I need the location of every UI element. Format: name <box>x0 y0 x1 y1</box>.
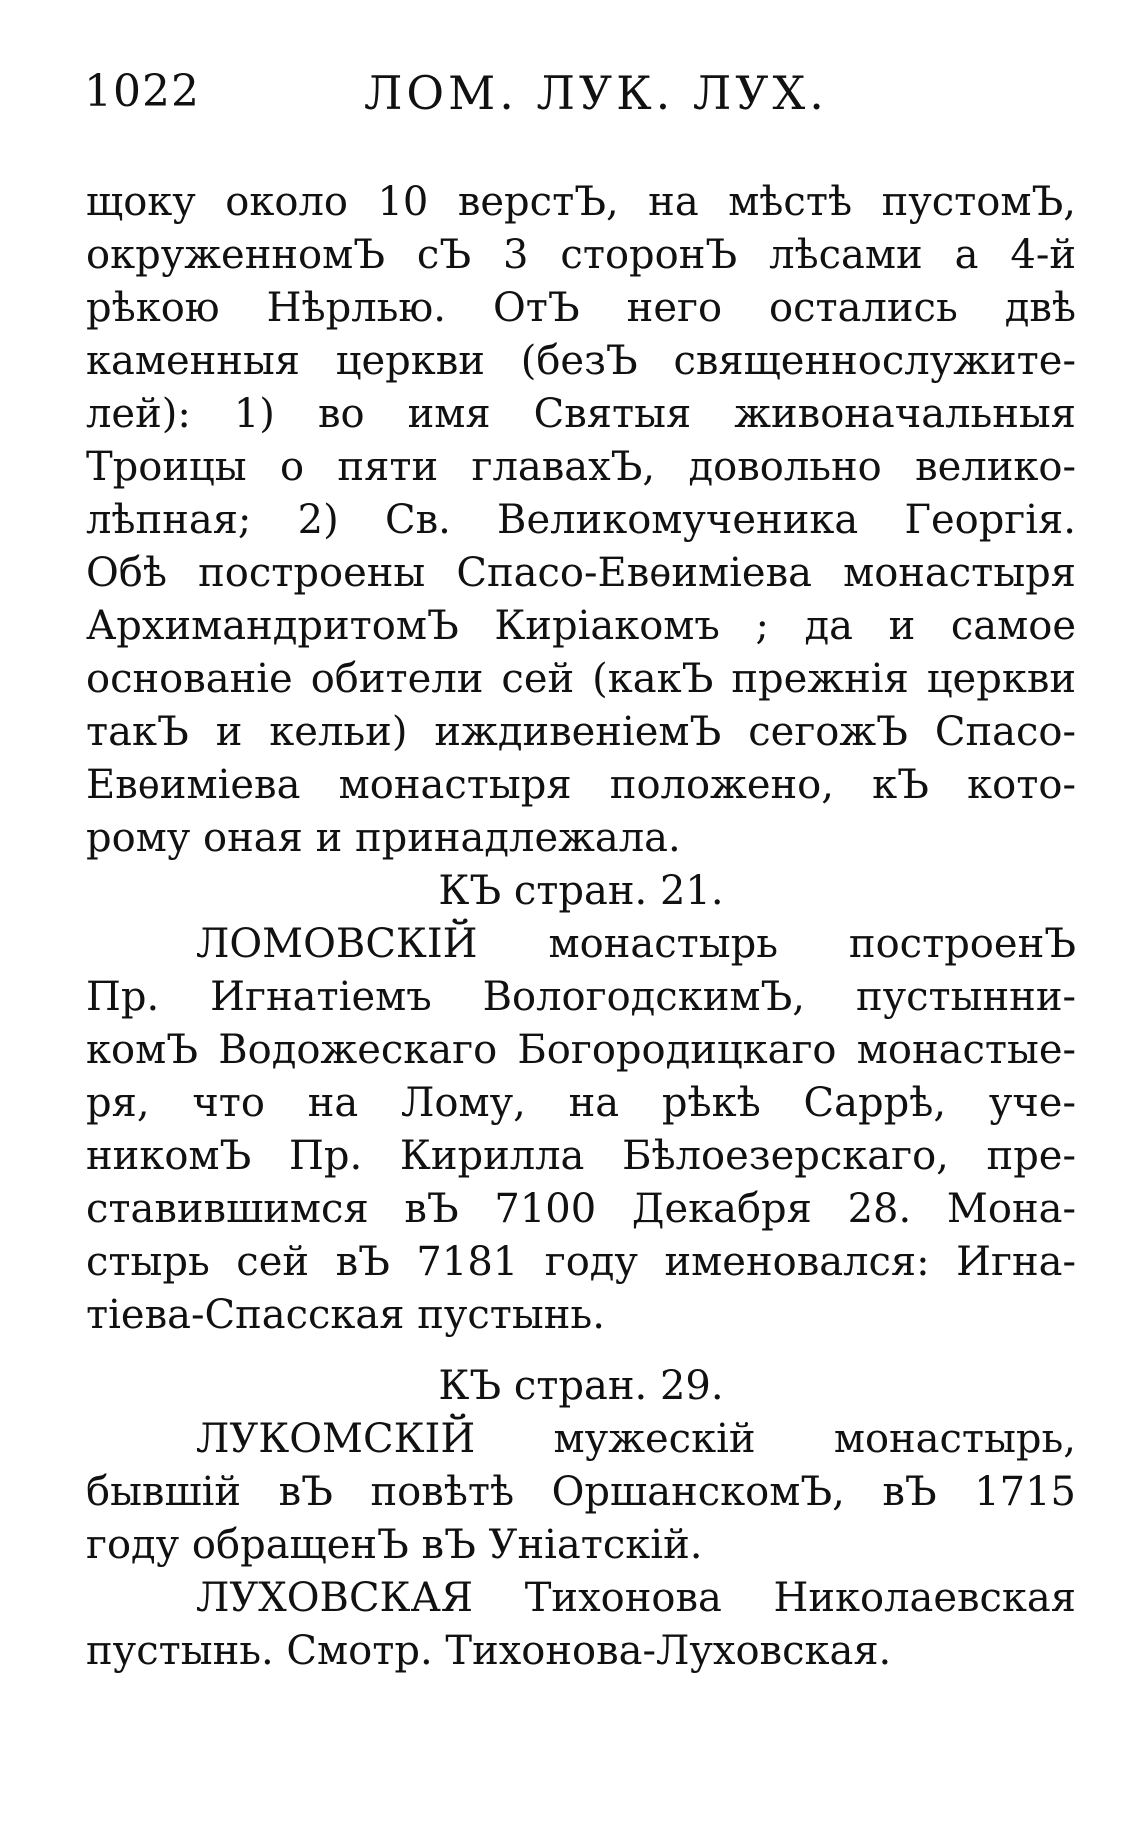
running-title: ЛОМ. ЛУК. ЛУХ. <box>364 66 828 120</box>
text-line: тiева-Спасская пустынь. <box>86 1292 605 1338</box>
text-line: лѣпная; 2) Св. Великомученика Георгія. <box>86 497 1076 543</box>
text-line: бывшiй вЪ повѣтѣ ОршанскомЪ, вЪ 1715 <box>86 1469 1076 1515</box>
text-line: стырь сей вЪ 7181 году именовался: Игна- <box>86 1239 1076 1285</box>
text-line: комЪ Водожескаго Богородицкаго монастые- <box>86 1027 1076 1073</box>
text-line: пустынь. Смотр. Тихонова-Луховская. <box>86 1628 892 1674</box>
section-heading: КЪ стран. 21. <box>438 868 724 914</box>
entry-heading-line: ЛУХОВСКАЯ Тихонова Николаевская <box>196 1575 1076 1621</box>
spacer <box>86 1342 1076 1360</box>
text-line: такЪ и кельи) иждивенiемЪ сегожЪ Спасо- <box>86 709 1076 755</box>
text-line: ставившимся вЪ 7100 Декабря 28. Мона- <box>86 1186 1076 1232</box>
text-line: Пр. Игнатiемъ ВологодскимЪ, пустынни- <box>86 974 1076 1020</box>
text-line: Троицы о пяти главахЪ, довольно велико- <box>86 444 1076 490</box>
text-line: году обращенЪ вЪ Унiатскiй. <box>86 1522 703 1568</box>
running-head <box>84 66 1044 126</box>
text-line: рѣкою Нѣрлью. ОтЪ него остались двѣ <box>86 285 1076 331</box>
text-line: каменныя церкви (безЪ священнослужите- <box>86 338 1076 384</box>
section-heading: КЪ стран. 29. <box>438 1363 724 1409</box>
text-line: никомЪ Пр. Кирилла Бѣлоезерскаго, пре- <box>86 1133 1076 1179</box>
text-line: Евѳимiева монастыря положено, кЪ кото- <box>86 762 1076 808</box>
text-line: рому оная и принадлежала. <box>86 815 681 861</box>
entry-heading-line: ЛУКОМСКIЙ мужескiй монастырь, <box>196 1416 1076 1462</box>
text-line: окруженномЪ сЪ 3 сторонЪ лѣсами а 4-й <box>86 232 1076 278</box>
page-number: 1022 <box>84 66 200 117</box>
body-text <box>86 176 1076 1678</box>
text-line: Обѣ построены Спасо-Евѳимiева монастыря <box>86 550 1076 596</box>
entry-heading-line: ЛОМОВСКIЙ монастырь построенЪ <box>196 921 1076 967</box>
text-line: АрхимандритомЪ Кирiакомъ ; да и самое <box>86 603 1076 649</box>
text-line: ря, что на Лому, на рѣкѣ Саррѣ, уче- <box>86 1080 1076 1126</box>
text-line: основанiе обители сей (какЪ прежнiя церкви <box>86 656 1076 702</box>
text-line: щоку около 10 верстЪ, на мѣстѣ пустомЪ, <box>86 179 1076 225</box>
text-line: лей): 1) во имя Святыя живоначальныя <box>86 391 1076 437</box>
